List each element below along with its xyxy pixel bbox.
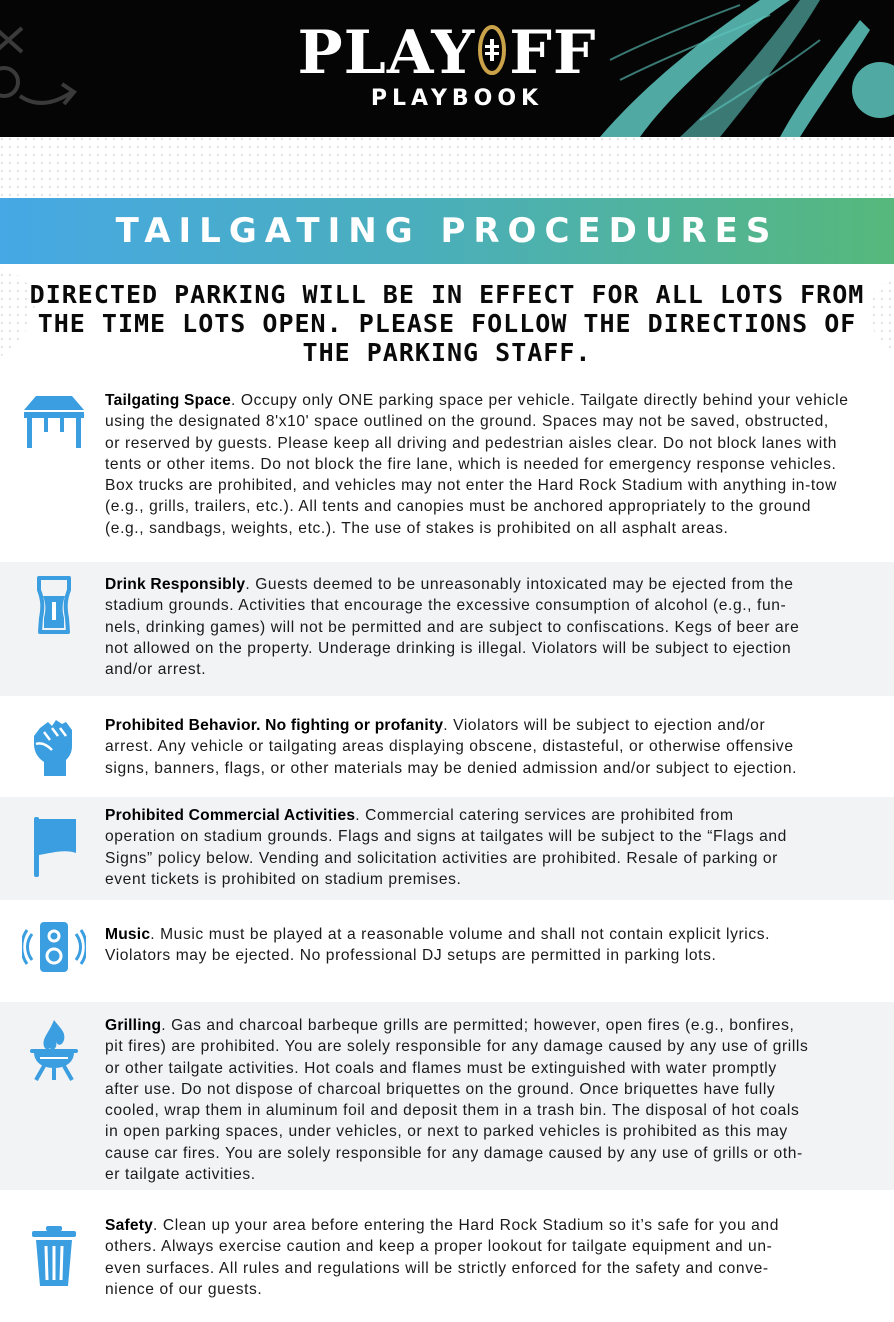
rule-line: even surfaces. All rules and regulations will be strictly enforced for the safety and conve- bbox=[105, 1259, 769, 1277]
rule-line: after use. Do not dispose of charcoal briquettes on the ground. Once briquettes have fully bbox=[105, 1080, 776, 1098]
logo-text-left: PLAY bbox=[297, 18, 476, 88]
rule-line: Music must be played at a reasonable volume and shall not contain explicit lyrics. bbox=[160, 926, 771, 943]
rule-title: Prohibited Behavior. No fighting or profanity bbox=[105, 717, 444, 734]
rule-line: others. Always exercise caution and keep a proper lookout for tailgate equipment and un- bbox=[105, 1238, 773, 1256]
rule-line: Guests deemed to be unreasonably intoxicated may be ejected from the bbox=[255, 576, 794, 593]
rule-text: Drink Responsibly. Guests deemed to be unreasonably intoxicated may be ejected from the stadium grounds. Activities that encourage the excessive consumption of alcohol (e.g., fun- nels, drinking games) will not be permitted and are subject to confiscations. Kegs of beer are not allowed on the property. Underage drinking is illegal. Violators will be subject to ejection and/or arrest. bbox=[105, 574, 894, 680]
rule-line: pit fires) are prohibited. You are solely responsible for any damage caused by any use of grills bbox=[105, 1038, 809, 1056]
rule-line: tents or other items. Do not block the fire lane, which is needed for emergency response vehicles. bbox=[105, 455, 837, 473]
rule-title: Tailgating Space bbox=[105, 392, 231, 409]
rule-title: Drink Responsibly bbox=[105, 576, 246, 593]
logo-subtitle: PLAYBOOK bbox=[370, 86, 544, 111]
rule-title: Prohibited Commercial Activities bbox=[105, 807, 356, 824]
logo-wordmark bbox=[0, 20, 894, 86]
rule-line: cause car fires. You are solely responsible for any damage caused by any use of grills or oth- bbox=[105, 1144, 803, 1162]
rule-line: nience of our guests. bbox=[105, 1280, 263, 1298]
rule-prohibited-commercial bbox=[0, 797, 894, 900]
rule-line: or other tailgate activities. Hot coals and flames must be extinguished with water promptly bbox=[105, 1059, 777, 1077]
rule-text: Music. Music must be played at a reasonable volume and shall not contain explicit lyrics. Violators may be ejected. No professional DJ setups are permitted in parking lots. bbox=[105, 924, 894, 967]
rule-line: Signs” policy below. Vending and solicitation activities are prohibited. Resale of parking or bbox=[105, 849, 778, 867]
rule-line: (e.g., sandbags, weights, etc.). The use of stakes is prohibited on all asphalt areas. bbox=[105, 519, 729, 537]
rule-text: Grilling. Gas and charcoal barbeque grills are permitted; however, open fires (e.g., bonfires, pit fires) are prohibited. You are solely responsible for any damage caused by any use of grills or other tailgate activities. Hot coals and flames must be extinguished with water promptly after use. Do not dispose of charcoal briquettes on the ground. Once briquettes have fully cooled, wrap them in aluminum foil and deposit them in a trash bin. The disposal of hot coals in open parking spaces, under vehicles, or next to parked vehicles is prohibited as this may cause car fires. You are solely responsible for any damage caused by any use of grills or oth- er tailgate activities. bbox=[105, 1015, 894, 1185]
rule-text: Prohibited Commercial Activities. Commercial catering services are prohibited from operation on stadium grounds. Flags and signs at tailgates will be subject to the “Flags and Signs” policy below. Vending and solicitation activities are prohibited. Resale of parking or event tickets is prohibited on stadium premises. bbox=[105, 805, 894, 890]
intro-line: THE PARKING STAFF. bbox=[302, 338, 592, 367]
rule-line: signs, banners, flags, or other materials may be denied admission and/or subject to ejection. bbox=[105, 759, 798, 777]
rule-safety bbox=[0, 1190, 894, 1322]
beer-glass-icon bbox=[22, 574, 86, 638]
rule-line: Occupy only ONE parking space per vehicle. Tailgate directly behind your vehicle bbox=[240, 392, 849, 409]
rule-text: Tailgating Space. Occupy only ONE parking space per vehicle. Tailgate directly behind your vehicle using the designated 8'x10' space outlined on the ground. Spaces may not be saved, obstructed, or reserved by guests. Please keep all driving and pedestrian aisles clear. Do not block lanes with tents or other items. Do not block the fire lane, which is needed for emergency response vehicles. Box trucks are prohibited, and vehicles may not enter the Hard Rock Stadium with anything in-tow (e.g., grills, trailers, etc.). All tents and canopies must be anchored appropriately to the ground (e.g., sandbags, weights, etc.). The use of stakes is prohibited on all asphalt areas. bbox=[105, 390, 894, 539]
speaker-icon bbox=[22, 918, 86, 982]
rule-title: Music bbox=[105, 926, 151, 943]
rule-line: using the designated 8'x10' space outlined on the ground. Spaces may not be saved, obstructed, bbox=[105, 413, 829, 431]
rule-line: Commercial catering services are prohibited from bbox=[365, 807, 734, 824]
rule-line: operation on stadium grounds. Flags and signs at tailgates will be subject to the “Flags and bbox=[105, 828, 787, 846]
rule-music bbox=[0, 900, 894, 1002]
rule-line: Violators will be subject to ejection and/or bbox=[453, 717, 766, 734]
rule-line: Box trucks are prohibited, and vehicles may not enter the Hard Rock Stadium with anything in-tow bbox=[105, 477, 837, 495]
trash-can-icon bbox=[22, 1224, 86, 1288]
rule-line: in open parking spaces, under vehicles, or next to parked vehicles is prohibited as this may bbox=[105, 1123, 788, 1141]
rule-text: Safety. Clean up your area before entering the Hard Rock Stadium so it’s safe for you and others. Always exercise caution and keep a proper lookout for tailgate equipment and un- even surfaces. All rules and regulations will be strictly enforced for the safety and conve- nience of our guests. bbox=[105, 1215, 894, 1300]
rule-title: Safety bbox=[105, 1217, 154, 1234]
section-banner bbox=[0, 198, 894, 264]
rule-line: cooled, wrap them in aluminum foil and deposit them in a trash bin. The disposal of hot coals bbox=[105, 1102, 800, 1120]
rule-drink-responsibly bbox=[0, 562, 894, 696]
rule-line: arrest. Any vehicle or tailgating areas displaying obscene, distasteful, or otherwise offensive bbox=[105, 738, 794, 756]
rule-line: and/or arrest. bbox=[105, 661, 207, 679]
rule-line: Gas and charcoal barbeque grills are permitted; however, open fires (e.g., bonfires, bbox=[171, 1017, 795, 1034]
rule-line: (e.g., grills, trailers, etc.). All tents and canopies must be anchored appropriately to the ground bbox=[105, 498, 812, 516]
intro-line: DIRECTED PARKING WILL BE IN EFFECT FOR ALL LOTS FROM bbox=[29, 280, 865, 309]
rule-prohibited-behavior bbox=[0, 696, 894, 797]
rule-grilling bbox=[0, 1002, 894, 1190]
rule-title: Grilling bbox=[105, 1017, 162, 1034]
rule-line: stadium grounds. Activities that encourage the excessive consumption of alcohol (e.g., fun- bbox=[105, 597, 787, 615]
rule-line: Violators may be ejected. No professional DJ setups are permitted in parking lots. bbox=[105, 947, 717, 965]
grill-flame-icon bbox=[22, 1018, 86, 1082]
flag-icon bbox=[22, 813, 86, 877]
rule-line: event tickets is prohibited on stadium premises. bbox=[105, 870, 462, 888]
rule-line: Clean up your area before entering the Hard Rock Stadium so it’s safe for you and bbox=[162, 1217, 779, 1234]
trophy-o-icon bbox=[477, 23, 507, 77]
rule-line: er tailgate activities. bbox=[105, 1166, 256, 1184]
rule-line: nels, drinking games) will not be permitted and are subject to confiscations. Kegs of beer are bbox=[105, 618, 800, 636]
intro-notice bbox=[22, 280, 872, 367]
rule-tailgating-space bbox=[0, 378, 894, 562]
intro-line: THE TIME LOTS OPEN. PLEASE FOLLOW THE DIRECTIONS OF bbox=[37, 309, 857, 338]
rule-line: not allowed on the property. Underage drinking is illegal. Violators will be subject to ejection bbox=[105, 639, 792, 657]
canopy-tent-icon bbox=[22, 392, 86, 456]
raised-fist-icon bbox=[22, 714, 86, 778]
logo-text-right: FF bbox=[509, 18, 597, 88]
rule-text: Prohibited Behavior. No fighting or profanity. Violators will be subject to ejection and/or arrest. Any vehicle or tailgating areas displaying obscene, distasteful, or otherwise offensive signs, banners, flags, or other materials may be denied admission and/or subject to ejection. bbox=[105, 715, 894, 779]
header bbox=[0, 0, 894, 137]
rule-line: or reserved by guests. Please keep all driving and pedestrian aisles clear. Do not block lanes with bbox=[105, 434, 838, 452]
banner-title: TAILGATING PROCEDURES bbox=[115, 211, 779, 251]
